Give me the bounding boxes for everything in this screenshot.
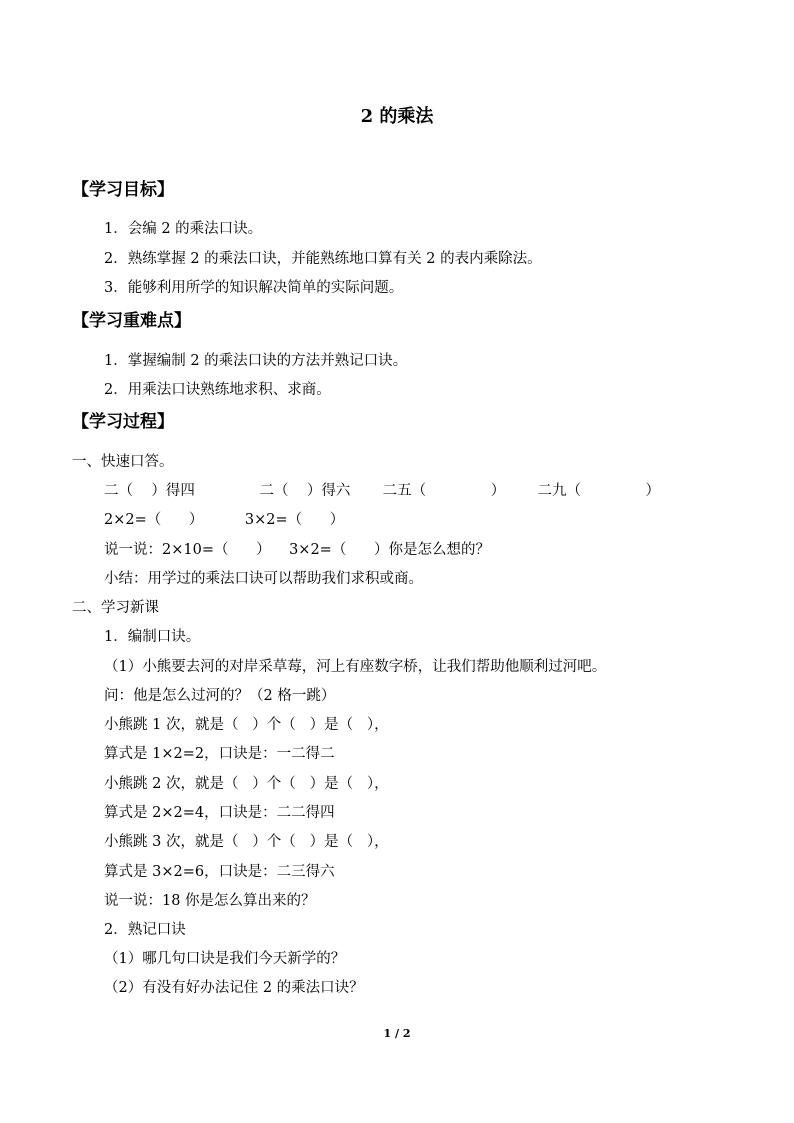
lesson-line: 算式是 3×2=6，口诀是：二三得六 [104, 864, 335, 880]
key-point-item: 2．用乘法口诀熟练地求积、求商。 [104, 382, 331, 398]
section-heading-key-points: 【学习重难点】 [72, 311, 191, 331]
part-title: 二、学习新课 [72, 600, 159, 616]
summary-line: 小结：用学过的乘法口诀可以帮助我们求积或商。 [104, 571, 423, 587]
exercise-line: 说一说：2×10=（ ） 3×2=（ ）你是怎么想的？ [104, 542, 490, 558]
lesson-line: 小熊跳 3 次，就是（ ）个（ ）是（ ）， [104, 834, 389, 850]
section-heading-process: 【学习过程】 [72, 412, 174, 432]
section-heading-goals: 【学习目标】 [72, 180, 174, 200]
lesson-line: （1）哪几句口诀是我们今天新学的？ [104, 951, 346, 967]
key-point-item: 1．掌握编制 2 的乘法口诀的方法并熟记口诀。 [104, 353, 408, 369]
lesson-line: 小熊跳 1 次，就是（ ）个（ ）是（ ）， [104, 717, 389, 733]
lesson-line: 1．编制口诀。 [104, 629, 201, 645]
lesson-line: 问：他是怎么过河的？（2 格一跳） [104, 688, 336, 704]
page-title: 2 的乘法 [360, 106, 434, 127]
goal-item: 3．能够利用所学的知识解决简单的实际问题。 [104, 280, 404, 296]
goal-item: 2．熟练掌握 2 的乘法口诀，并能熟练地口算有关 2 的表内乘除法。 [104, 251, 542, 267]
lesson-line: 算式是 1×2=2，口诀是：一二得二 [104, 746, 335, 762]
page-number: 1 / 2 [383, 1027, 411, 1040]
lesson-line: 小熊跳 2 次，就是（ ）个（ ）是（ ）， [104, 776, 389, 792]
lesson-line: 2．熟记口诀 [104, 922, 186, 938]
lesson-line: 算式是 2×2=4，口诀是：二二得四 [104, 805, 335, 821]
lesson-line: （2）有没有好办法记住 2 的乘法口诀？ [104, 980, 364, 996]
exercise-line: 2×2=（ ） 3×2=（ ） [104, 512, 345, 528]
lesson-line: （1）小熊要去河的对岸采草莓，河上有座数字桥，让我们帮助他顺利过河吧。 [104, 659, 607, 675]
part-title: 一、快速口答。 [72, 454, 174, 470]
exercise-line: 二（ ）得四 二（ ）得六 二五（ ） 二九（ ） [104, 483, 660, 499]
lesson-line: 说一说：18 你是怎么算出来的？ [104, 893, 316, 909]
goal-item: 1．会编 2 的乘法口诀。 [104, 221, 263, 237]
